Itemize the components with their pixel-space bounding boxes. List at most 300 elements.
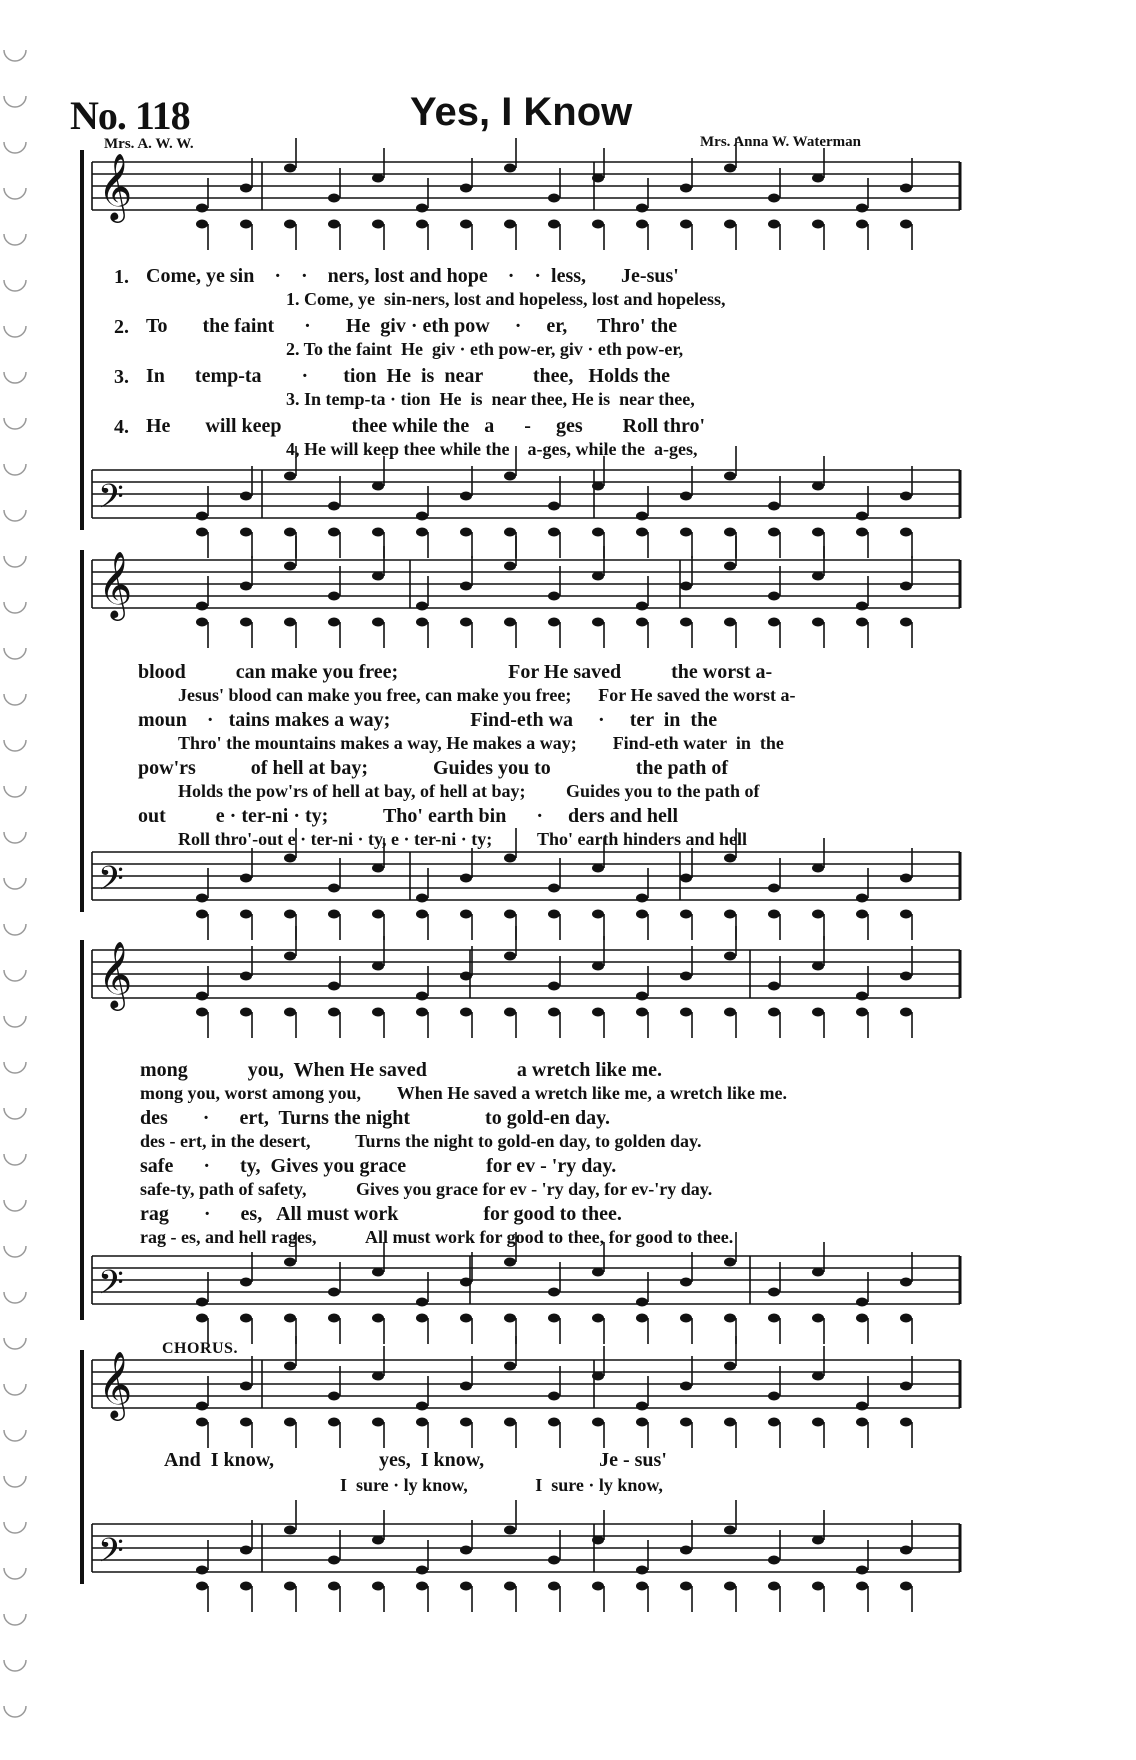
notehead [328, 910, 340, 919]
notehead [592, 1008, 604, 1017]
lyric-line: rag - es, and hell rages, All must work for good to thee, for good to thee. [140, 1227, 734, 1247]
hymn-title: Yes, I Know [410, 90, 633, 134]
notehead [680, 220, 692, 229]
verse4-lyric: He will keep thee while the a - ges Roll thro' [146, 415, 706, 437]
binder-hole [4, 1614, 26, 1625]
notehead [416, 528, 428, 537]
notehead [900, 528, 912, 537]
notehead [900, 492, 912, 501]
binder-hole [4, 1476, 26, 1487]
notehead [592, 220, 604, 229]
notehead [900, 910, 912, 919]
lyric-line: rag · es, All must work for good to thee. [140, 1203, 622, 1225]
binder-hole [4, 1384, 26, 1395]
binder-hole [4, 280, 26, 291]
notehead [636, 1402, 648, 1411]
verse1-echo: 1. Come, ye sin-ners, lost and hopeless, lost and hopeless, [286, 289, 726, 309]
notehead [240, 874, 252, 883]
notehead [504, 1418, 516, 1427]
notehead [240, 492, 252, 501]
notehead [240, 528, 252, 537]
lyric-line: safe · ty, Gives you grace for ev - 'ry day. [140, 1155, 617, 1177]
notehead [900, 1546, 912, 1555]
lyric-line: Thro' the mountains makes a way, He makes a way; Find-eth water in the [178, 733, 784, 753]
notehead [636, 1566, 648, 1575]
verse-number: 4. [114, 416, 129, 438]
notehead [768, 1314, 780, 1323]
notehead [636, 528, 648, 537]
notehead [416, 1298, 428, 1307]
notehead [636, 1418, 648, 1427]
notehead [680, 1546, 692, 1555]
notehead [768, 194, 780, 203]
notehead [900, 1582, 912, 1591]
notehead [900, 874, 912, 883]
notehead [196, 1418, 208, 1427]
notehead [284, 164, 296, 173]
notehead [900, 184, 912, 193]
notehead [812, 572, 824, 581]
notehead [240, 220, 252, 229]
notehead [768, 1392, 780, 1401]
notehead [196, 910, 208, 919]
notehead [460, 220, 472, 229]
notehead [680, 1582, 692, 1591]
notehead [724, 1258, 736, 1267]
verse3-echo: 3. In temp-ta · tion He is near thee, He is near thee, [286, 389, 695, 409]
lyric-line: safe-ty, path of safety, Gives you grace for ev - 'ry day, for ev-'ry day. [140, 1179, 713, 1199]
notehead [680, 492, 692, 501]
notehead [504, 562, 516, 571]
notehead [592, 864, 604, 873]
notehead [768, 1008, 780, 1017]
notehead [812, 220, 824, 229]
notehead [812, 174, 824, 183]
notehead [328, 528, 340, 537]
notehead [284, 472, 296, 481]
binder-hole [4, 418, 26, 429]
notehead [724, 1362, 736, 1371]
notehead [680, 184, 692, 193]
notehead [328, 592, 340, 601]
notehead [768, 1582, 780, 1591]
notehead [504, 1362, 516, 1371]
notehead [284, 854, 296, 863]
notehead [592, 1418, 604, 1427]
verse-number: 2. [114, 316, 129, 338]
notehead [724, 854, 736, 863]
notehead [372, 482, 384, 491]
notehead [372, 910, 384, 919]
notehead [372, 1008, 384, 1017]
notehead [592, 1268, 604, 1277]
notehead [196, 220, 208, 229]
lyric-line: mong you, worst among you, When He saved a wretch like me, a wretch like me. [140, 1083, 787, 1103]
notehead [196, 894, 208, 903]
binder-hole [4, 1062, 26, 1073]
lyric-line: Roll thro'-out e · ter-ni · ty, e · ter-ni · ty; Tho' earth hinders and hell [178, 829, 747, 849]
notehead [636, 1298, 648, 1307]
notehead [504, 618, 516, 627]
binder-hole [4, 1660, 26, 1671]
notehead [328, 884, 340, 893]
notehead [812, 864, 824, 873]
notehead [240, 1008, 252, 1017]
notehead [196, 1582, 208, 1591]
notehead [548, 1556, 560, 1565]
notehead [328, 618, 340, 627]
verse3-lyric: In temp-ta · tion He is near thee, Holds the [146, 365, 671, 387]
notehead [460, 492, 472, 501]
notehead [240, 1278, 252, 1287]
notehead [680, 1382, 692, 1391]
notehead [416, 1314, 428, 1323]
notehead [636, 894, 648, 903]
notehead [284, 952, 296, 961]
notehead [460, 1382, 472, 1391]
verse-number: 3. [114, 366, 129, 388]
notehead [900, 1278, 912, 1287]
hymn-number: No. 118 [70, 93, 190, 138]
binder-hole [4, 556, 26, 567]
notehead [416, 618, 428, 627]
lyric-line: des - ert, in the desert, Turns the night to gold-en day, to golden day. [140, 1131, 702, 1151]
binder-hole [4, 1292, 26, 1303]
notehead [504, 952, 516, 961]
binder-hole [4, 1246, 26, 1257]
notehead [460, 184, 472, 193]
notehead [592, 910, 604, 919]
notehead [372, 572, 384, 581]
notehead [856, 1582, 868, 1591]
notehead [548, 194, 560, 203]
notehead [636, 602, 648, 611]
binder-hole [4, 1154, 26, 1165]
notehead [504, 472, 516, 481]
notehead [724, 164, 736, 173]
notehead [240, 910, 252, 919]
binder-hole [4, 464, 26, 475]
notehead [372, 618, 384, 627]
notehead [812, 1268, 824, 1277]
notehead [812, 1372, 824, 1381]
notehead [856, 220, 868, 229]
notehead [680, 1418, 692, 1427]
notehead [416, 894, 428, 903]
notehead [460, 1546, 472, 1555]
binder-holes [0, 36, 30, 1726]
notehead [900, 582, 912, 591]
notehead [548, 884, 560, 893]
notehead [460, 1008, 472, 1017]
notehead [504, 1314, 516, 1323]
notehead [768, 910, 780, 919]
binder-hole [4, 1200, 26, 1211]
notehead [724, 1582, 736, 1591]
binder-hole [4, 372, 26, 383]
notehead [592, 962, 604, 971]
notehead [504, 854, 516, 863]
notehead [856, 1402, 868, 1411]
notehead [416, 1008, 428, 1017]
notehead [724, 952, 736, 961]
notehead [636, 1008, 648, 1017]
bass-clef: 𝄢 [98, 478, 124, 524]
notehead [372, 1536, 384, 1545]
notehead [284, 910, 296, 919]
notehead [900, 618, 912, 627]
notehead [504, 1526, 516, 1535]
notehead [240, 1382, 252, 1391]
notehead [636, 910, 648, 919]
notehead [372, 1418, 384, 1427]
notehead [680, 528, 692, 537]
verse4-echo: 4, He will keep thee while the a-ges, while the a-ges, [286, 439, 698, 459]
notehead [416, 992, 428, 1001]
notehead [328, 1008, 340, 1017]
notehead [812, 618, 824, 627]
notehead [328, 1288, 340, 1297]
notehead [900, 972, 912, 981]
notehead [680, 874, 692, 883]
binder-hole [4, 1430, 26, 1441]
lyric-line: mong you, When He saved a wretch like me. [140, 1059, 663, 1081]
notehead [240, 1418, 252, 1427]
chorus-lyric: And I know, yes, I know, Je - sus' [164, 1449, 667, 1471]
notehead [416, 204, 428, 213]
notehead [504, 1258, 516, 1267]
notehead [900, 1008, 912, 1017]
notehead [856, 528, 868, 537]
notehead [196, 528, 208, 537]
treble-clef: 𝄞 [98, 152, 133, 220]
notehead [328, 1314, 340, 1323]
notehead [460, 528, 472, 537]
binder-hole [4, 142, 26, 153]
notehead [196, 1314, 208, 1323]
notehead [592, 572, 604, 581]
binder-hole [4, 878, 26, 889]
binder-hole [4, 96, 26, 107]
notehead [592, 528, 604, 537]
notehead [636, 1314, 648, 1323]
notehead [812, 1582, 824, 1591]
lyric-line: pow'rs of hell at bay; Guides you to the path of [138, 757, 729, 779]
lyric-line: Holds the pow'rs of hell at bay, of hell at bay; Guides you to the path of [178, 781, 760, 801]
notehead [460, 910, 472, 919]
notehead [240, 1314, 252, 1323]
binder-hole [4, 188, 26, 199]
notehead [636, 220, 648, 229]
verse2-lyric: To the faint · He giv · eth pow · er, Thro' the [146, 315, 678, 337]
notehead [548, 528, 560, 537]
notehead [856, 204, 868, 213]
notehead [372, 1268, 384, 1277]
verse1-lyric: Come, ye sin · · ners, lost and hope · · less, Je-sus' [146, 265, 679, 287]
notehead [592, 618, 604, 627]
notehead [812, 1008, 824, 1017]
notehead [768, 618, 780, 627]
notehead [240, 1546, 252, 1555]
notehead [328, 1582, 340, 1591]
binder-hole [4, 326, 26, 337]
binder-hole [4, 602, 26, 613]
binder-hole [4, 740, 26, 751]
notehead [680, 582, 692, 591]
notehead [460, 972, 472, 981]
notehead [724, 562, 736, 571]
notehead [812, 1536, 824, 1545]
notehead [372, 1372, 384, 1381]
notehead [592, 1314, 604, 1323]
notehead [724, 1008, 736, 1017]
notehead [636, 618, 648, 627]
chorus-label: CHORUS. [162, 1340, 238, 1357]
notehead [724, 1314, 736, 1323]
notehead [724, 472, 736, 481]
binder-hole [4, 1108, 26, 1119]
binder-hole [4, 786, 26, 797]
notehead [548, 502, 560, 511]
notehead [284, 220, 296, 229]
lyric-line: Jesus' blood can make you free, can make you free; For He saved the worst a- [178, 685, 796, 705]
notehead [240, 618, 252, 627]
verse-number: 1. [114, 266, 129, 288]
notehead [460, 1314, 472, 1323]
notehead [416, 512, 428, 521]
notehead [724, 220, 736, 229]
notehead [460, 618, 472, 627]
notehead [636, 512, 648, 521]
notehead [548, 1314, 560, 1323]
notehead [372, 864, 384, 873]
notehead [768, 502, 780, 511]
notehead [504, 910, 516, 919]
lyric-line: blood can make you free; For He saved the worst a- [138, 661, 773, 683]
notehead [196, 1566, 208, 1575]
bass-clef: 𝄢 [98, 1264, 124, 1310]
notehead [900, 1314, 912, 1323]
notehead [856, 1008, 868, 1017]
notehead [460, 582, 472, 591]
notehead [416, 1418, 428, 1427]
notehead [372, 962, 384, 971]
notehead [724, 1418, 736, 1427]
notehead [812, 482, 824, 491]
binder-hole [4, 924, 26, 935]
notehead [548, 592, 560, 601]
music-credit: Mrs. Anna W. Waterman [700, 134, 861, 150]
verse2-echo: 2. To the faint He giv · eth pow-er, giv · eth pow-er, [286, 339, 684, 359]
notehead [548, 1288, 560, 1297]
notehead [240, 184, 252, 193]
notehead [680, 972, 692, 981]
notehead [460, 1418, 472, 1427]
notehead [548, 1418, 560, 1427]
notehead [196, 204, 208, 213]
notehead [240, 972, 252, 981]
notehead [196, 618, 208, 627]
notehead [372, 174, 384, 183]
notehead [372, 1314, 384, 1323]
notehead [724, 1526, 736, 1535]
binder-hole [4, 648, 26, 659]
notehead [196, 1008, 208, 1017]
binder-hole [4, 970, 26, 981]
chorus-echo: I sure · ly know, I sure · ly know, [340, 1475, 663, 1495]
notehead [196, 1298, 208, 1307]
notehead [284, 1362, 296, 1371]
lyric-line: des · ert, Turns the night to gold-en day. [140, 1107, 611, 1129]
notehead [284, 1314, 296, 1323]
notehead [328, 502, 340, 511]
notehead [416, 1402, 428, 1411]
notehead [812, 910, 824, 919]
notehead [196, 602, 208, 611]
binder-hole [4, 1338, 26, 1349]
binder-hole [4, 510, 26, 521]
binder-hole [4, 1568, 26, 1579]
notehead [680, 1314, 692, 1323]
notehead [636, 204, 648, 213]
notehead [768, 220, 780, 229]
notehead [284, 1008, 296, 1017]
notehead [812, 962, 824, 971]
notehead [856, 602, 868, 611]
notehead [548, 982, 560, 991]
notehead [284, 562, 296, 571]
notehead [460, 1582, 472, 1591]
binder-hole [4, 1522, 26, 1533]
binder-hole [4, 50, 26, 61]
notehead [900, 220, 912, 229]
notehead [592, 1582, 604, 1591]
notehead [548, 1392, 560, 1401]
notehead [900, 1418, 912, 1427]
notehead [416, 1582, 428, 1591]
lyric-line: out e · ter-ni · ty; Tho' earth bin · ders and hell [138, 805, 679, 827]
lyric-line: moun · tains makes a way; Find-eth wa · ter in the [138, 709, 718, 731]
notehead [812, 1418, 824, 1427]
notehead [724, 910, 736, 919]
notehead [856, 894, 868, 903]
notehead [328, 1392, 340, 1401]
notehead [504, 164, 516, 173]
notehead [812, 1314, 824, 1323]
notehead [636, 992, 648, 1001]
binder-hole [4, 1016, 26, 1027]
notehead [856, 618, 868, 627]
notehead [284, 1526, 296, 1535]
notehead [284, 528, 296, 537]
binder-hole [4, 832, 26, 843]
treble-clef: 𝄞 [98, 550, 133, 618]
notehead [548, 910, 560, 919]
notehead [856, 1566, 868, 1575]
notehead [372, 1582, 384, 1591]
notehead [504, 1008, 516, 1017]
notehead [548, 618, 560, 627]
notehead [504, 1582, 516, 1591]
notehead [328, 194, 340, 203]
notehead [196, 1402, 208, 1411]
notehead [768, 1556, 780, 1565]
notehead [768, 528, 780, 537]
notehead [812, 528, 824, 537]
binder-hole [4, 1706, 26, 1717]
notehead [768, 1288, 780, 1297]
notehead [416, 220, 428, 229]
